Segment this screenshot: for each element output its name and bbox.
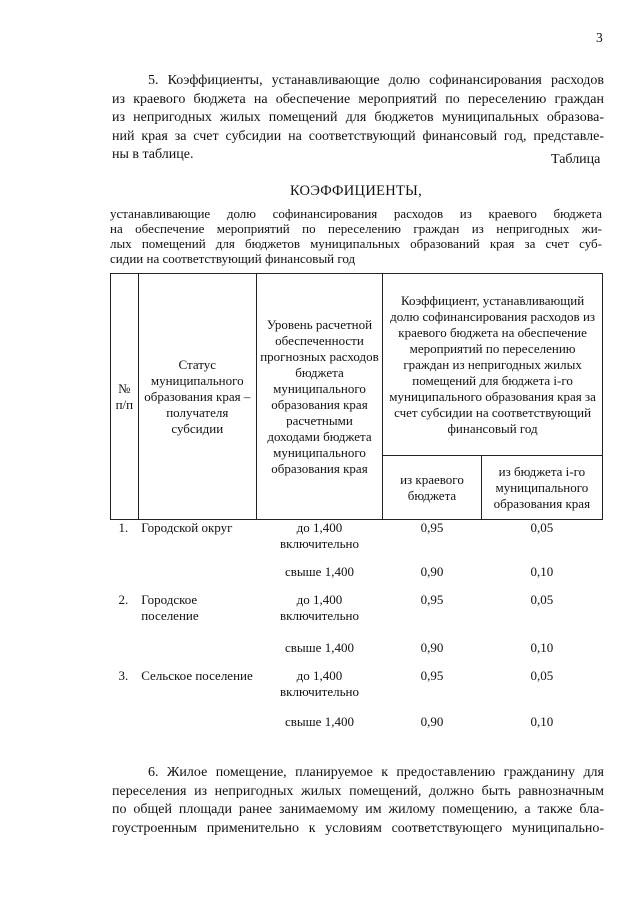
row-status bbox=[138, 714, 256, 736]
row-municipal: 0,05 bbox=[530, 667, 554, 683]
row-municipal: 0,10 bbox=[530, 713, 554, 729]
subtitle-line: устанавливающие долю софинансирования расходов из краевого бюджета bbox=[110, 206, 602, 221]
row-status bbox=[138, 640, 256, 668]
header-municipal: из бюджета i-го муниципального образования края bbox=[481, 456, 602, 520]
paragraph-line: переселения из непригодных жилых помещений, должно быть равнозначным bbox=[112, 783, 604, 799]
row-num bbox=[111, 640, 139, 668]
row-municipal: 0,10 bbox=[530, 563, 554, 579]
row-regional: 0,90 bbox=[420, 639, 444, 655]
paragraph-6 bbox=[112, 764, 604, 838]
row-level: свыше 1,400 bbox=[285, 639, 354, 655]
row-status bbox=[138, 564, 256, 592]
row-regional: 0,95 bbox=[420, 591, 444, 607]
row-num: 2. bbox=[118, 591, 129, 607]
paragraph-line: из краевого бюджета на обеспечение мероприятий по переселению граждан bbox=[112, 91, 604, 107]
row-status: Сельское поселение bbox=[141, 667, 253, 683]
row-status: Городское поселение bbox=[141, 591, 199, 623]
row-level: свыше 1,400 bbox=[285, 563, 354, 579]
row-municipal: 0,10 bbox=[530, 639, 554, 655]
row-num: 1. bbox=[118, 520, 129, 535]
row-level: свыше 1,400 bbox=[285, 713, 354, 729]
subtitle-line: на обеспечение мероприятий по переселению граждан из непригодных жи- bbox=[110, 221, 602, 236]
header-regional: из краевого бюджета bbox=[383, 456, 482, 520]
row-level: до 1,400 включительно bbox=[280, 520, 359, 551]
row-regional: 0,95 bbox=[420, 667, 444, 683]
row-regional: 0,90 bbox=[420, 563, 444, 579]
row-num bbox=[111, 714, 139, 736]
row-municipal: 0,05 bbox=[530, 520, 554, 535]
header-num: № п/п bbox=[111, 274, 139, 520]
paragraph-line: ний края за счет субсидии на соответствующий финансовый год, представле- bbox=[112, 128, 604, 144]
row-status: Городской округ bbox=[141, 520, 233, 535]
row-municipal: 0,05 bbox=[530, 591, 554, 607]
header-level: Уровень расчетной обеспеченности прогнозных расходов бюджета муниципального образования края расчетными доходами бюджета муниципального образования края bbox=[256, 274, 382, 520]
page-number: 3 bbox=[596, 30, 603, 45]
header-coefficient: Коэффициент, устанавливающий долю софинансирования расходов из краевого бюджета на обеспечение мероприятий по переселению граждан из непригодных жилых помещений для бюджета i-го муниципального образования края за счет субсидии на соответствующий финансовый год bbox=[383, 274, 603, 456]
table-title: КОЭФФИЦИЕНТЫ, bbox=[289, 183, 423, 199]
table-subtitle bbox=[110, 206, 602, 266]
header-status: Статус муниципального образования края – получателя субсидии bbox=[138, 274, 256, 520]
paragraph-5 bbox=[112, 72, 604, 165]
paragraph-line: ны в таблице. bbox=[112, 147, 194, 162]
coefficients-table bbox=[110, 273, 603, 736]
paragraph-line: гоустроенным применительно к условиям соответствующего муниципально- bbox=[112, 820, 604, 836]
paragraph-line: 6. Жилое помещение, планируемое к предоставлению гражданину для bbox=[148, 765, 604, 780]
row-level: до 1,400 включительно bbox=[280, 591, 359, 623]
table-label: Таблица bbox=[551, 152, 601, 167]
row-num bbox=[111, 564, 139, 592]
paragraph-line: из непригодных жилых помещений для бюджетов муниципальных образова- bbox=[112, 110, 604, 125]
subtitle-line: сидии на соответствующий финансовый год bbox=[110, 251, 356, 266]
paragraph-line: по общей площади ранее занимаемому им жилому помещению, а также бла- bbox=[112, 802, 604, 817]
row-regional: 0,90 bbox=[420, 713, 444, 729]
row-regional: 0,95 bbox=[420, 520, 444, 535]
row-level: до 1,400 включительно bbox=[280, 667, 359, 699]
paragraph-line: 5. Коэффициенты, устанавливающие долю софинансирования расходов bbox=[148, 73, 604, 88]
subtitle-line: лых помещений для бюджетов муниципальных образований края за счет суб- bbox=[110, 236, 602, 251]
row-num: 3. bbox=[118, 667, 129, 683]
